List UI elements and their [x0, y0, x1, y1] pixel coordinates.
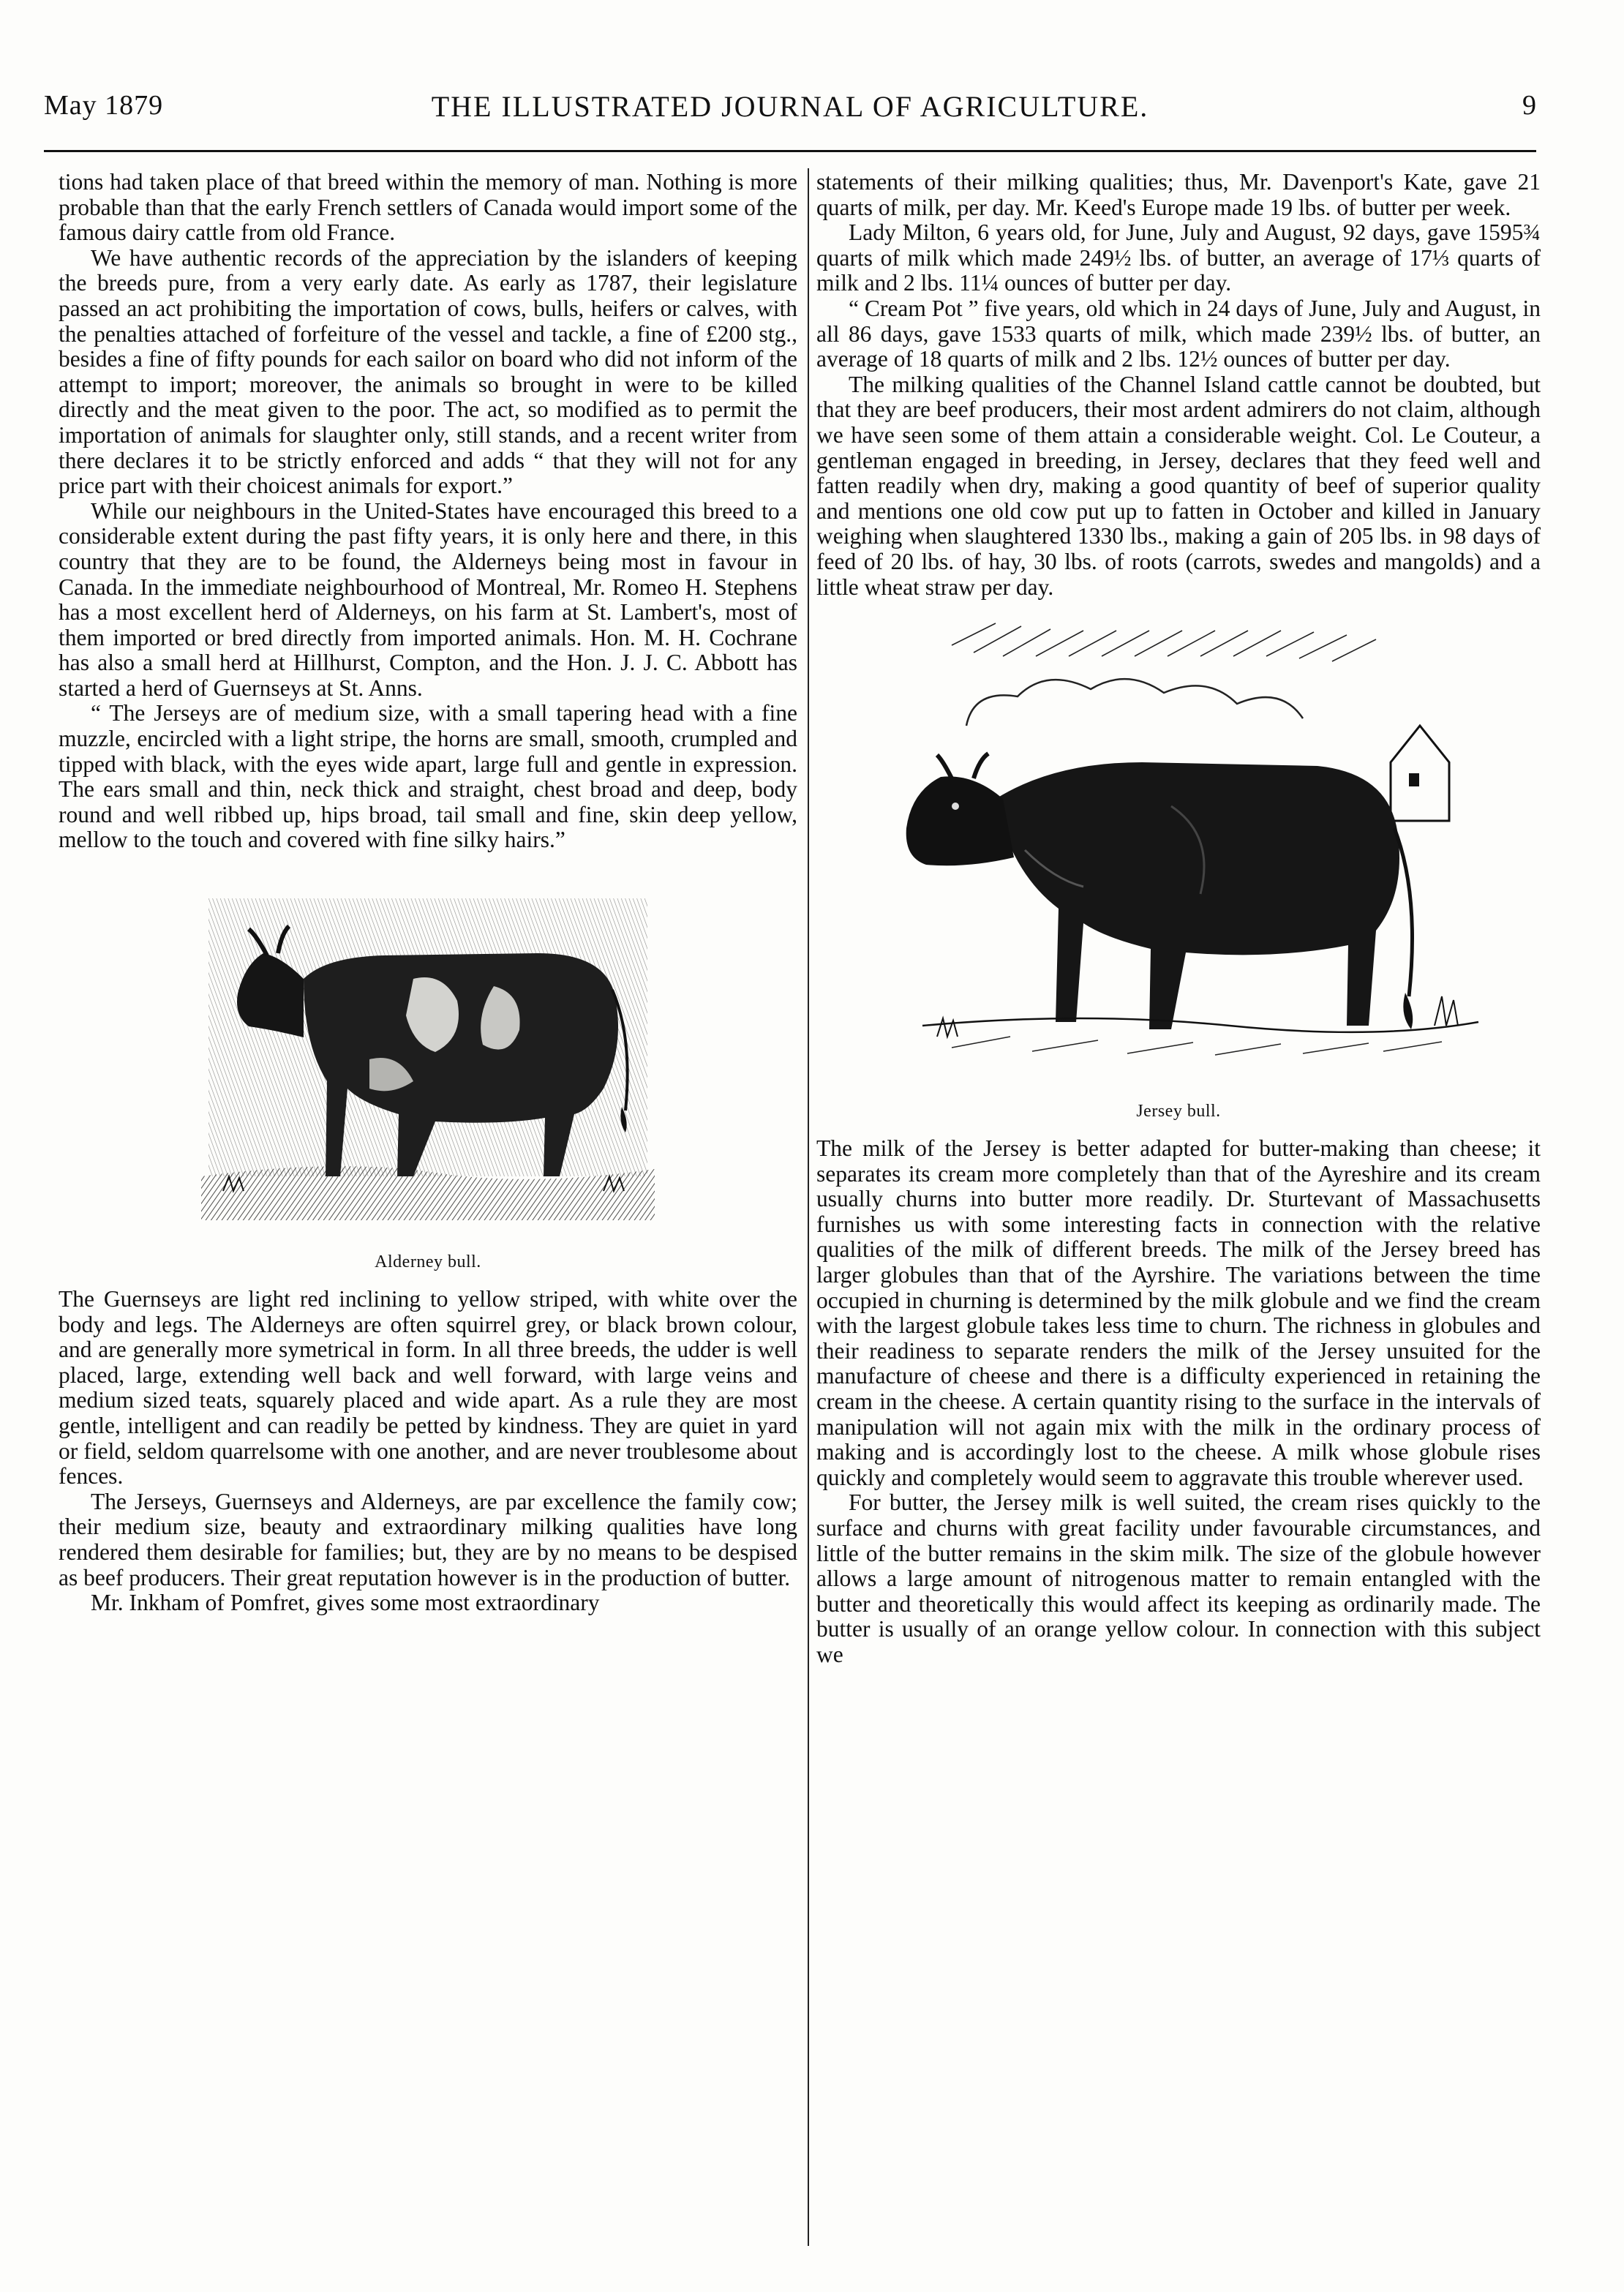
running-header	[44, 89, 1536, 140]
paragraph: “ The Jerseys are of medium size, with a small tapering head with a fine muzzle, encircled with a light stripe, the horns are small, smooth, crumpled and tipped with black, with the eyes wide apart, large full and gentle in expression. The ears small and thin, neck thick and straight, chest broad and deep, body round and well ribbed up, hips broad, tail small and fine, skin deep yellow, mellow to the touch and covered with fine silky hairs.”	[59, 700, 797, 853]
paragraph: While our neighbours in the United-States have encouraged this breed to a considerable extent during the past fifty years, it is only here and there, in this country that they are to be found, the Alderneys being most in favour in Canada. In the immediate neighbourhood of Montreal, Mr. Romeo H. Stephens has a most excellent herd of Alderneys, on his farm at St. Lambert's, most of them imported or bred directly from imported animals. Hon. M. H. Cochrane has also a small herd at Hillhurst, Compton, and the Hon. J. J. C. Abbott has started a herd of Guernseys at St. Anns.	[59, 497, 797, 701]
alderney-bull-figure	[59, 869, 797, 1272]
right-column	[816, 170, 1541, 1668]
jersey-bull-engraving	[864, 616, 1493, 1099]
paragraph: statements of their milking qualities; thus, Mr. Davenport's Kate, gave 21 quarts of milk, per day. Mr. Keed's Europe made 19 lbs. of butter per week.	[816, 169, 1541, 220]
left-column	[59, 170, 797, 1616]
paragraph: Lady Milton, 6 years old, for June, July and August, 92 days, gave 1595¾ quarts of milk which made 249½ lbs. of butter, an average of 17⅓ quarts of milk and 2 lbs. 11¼ ounces of butter per day.	[816, 219, 1541, 296]
paragraph: For butter, the Jersey milk is well suited, the cream rises quickly to the surface and churns with great facility under favourable circumstances, and little of the butter remains in the skim milk. The size of the globule however allows a large amount of nitrogenous matter to remain entangled with the butter and theoretically this would affect its keeping as ordinarily made. The butter is usually of an orange yellow colour. In connection with this subject we	[816, 1489, 1541, 1667]
column-divider	[808, 168, 809, 2246]
journal-title: THE ILLUSTRATED JOURNAL OF AGRICULTURE.	[431, 90, 1149, 123]
figure-caption: Alderney bull.	[375, 1252, 481, 1272]
paragraph: We have authentic records of the appreciation by the islanders of keeping the breeds pure, from a very early date. As early as 1787, their legislature passed an act prohibiting the importation of cows, bulls, heifers or calves, with the penalties attached of forfeiture of the vessel and tackle, a fine of £200 stg., besides a fine of fifty pounds for each sailor on board who did not inform of the attempt to import; moreover, the animals so brought in were to be killed directly and the meat given to the poor. The act, so modified as to permit the importation of animals for slaughter only, still stands, and a recent writer from there declares it to be strictly enforced and adds “ that they will not for any price part with their choicest animals for export.”	[59, 244, 797, 499]
page-number: 9	[1522, 90, 1536, 121]
paragraph: “ Cream Pot ” five years, old which in 24 days of June, July and August, in all 86 days, gave 1533 quarts of milk, which made 239½ lbs. of butter, an average of 18 quarts of milk and 2 lbs. 12½ ounces of butter per day.	[816, 295, 1541, 372]
figure-caption: Jersey bull.	[1136, 1102, 1221, 1121]
issue-date: May 1879	[44, 90, 164, 121]
paragraph: The Guernseys are light red inclining to yellow striped, with white over the body and legs. The Alderneys are often squirrel grey, or black brown colour, and are generally more symetrical in form. In all three breeds, the udder is well placed, large, extending well back and well forward, with large veins and medium sized teats, squarely placed and wide apart. As a rule they are most gentle, intelligent and can readily be petted by kindness. They are quiet in yard or field, seldom quarrelsome with one another, and are never troublesome about fences.	[59, 1286, 797, 1489]
header-rule	[44, 150, 1536, 152]
paragraph: The milking qualities of the Channel Island cattle cannot be doubted, but that they are beef producers, their most ardent admirers do not claim, although we have seen some of them attain a considerable weight. Col. Le Couteur, a gentleman engaged in breeding, in Jersey, declares that they feed well and fatten readily when dry, making a good quantity of beef of superior quality and mentions one old cow put up to fatten in October and killed in January weighing when slaughtered 1330 lbs., making a gain of 205 lbs. in 98 days of feed of 20 lbs. of hay, 30 lbs. of roots (carrots, swedes and mangolds) and a little wheat straw per day.	[816, 371, 1541, 600]
paragraph: tions had taken place of that breed within the memory of man. Nothing is more probable than that the early French settlers of Canada would import some of the famous dairy cattle from old France.	[59, 169, 797, 246]
jersey-bull-figure	[816, 616, 1541, 1121]
paragraph: The milk of the Jersey is better adapted for butter-making than cheese; it separates its cream more completely than that of the Ayreshire and its cream usually churns into butter more readily. Dr. Sturtevant of Massachusetts furnishes us with some interesting facts in connection with the relative qualities of the milk of different breeds. The milk of the Jersey breed has larger globules than that of the Ayrshire. The variations between the time occupied in churning is determined by the milk globule and we find the cream with the largest globule takes less time to churn. The richness in globules and their readiness to separate renders the milk of the Jersey unsuited for the manufacture of cheese and there is a difficulty experienced in retaining the cream in the cheese. A certain quantity rising to the surface in the intervals of manipulation will not again mix with the milk in the ordinary process of making and is accordingly lost to the cheese. A milk whose globule rises quickly and completely would seem to aggravate this trouble wherever used.	[816, 1135, 1541, 1490]
alderney-bull-engraving	[194, 869, 662, 1250]
paragraph: Mr. Inkham of Pomfret, gives some most extraordinary	[91, 1590, 600, 1616]
paragraph: The Jerseys, Guernseys and Alderneys, are par excellence the family cow; their medium size, beauty and extraordinary milking qualities have long rendered them desirable for families; but, they are by no means to be despised as beef producers. Their great reputation however is in the production of butter.	[59, 1488, 797, 1590]
